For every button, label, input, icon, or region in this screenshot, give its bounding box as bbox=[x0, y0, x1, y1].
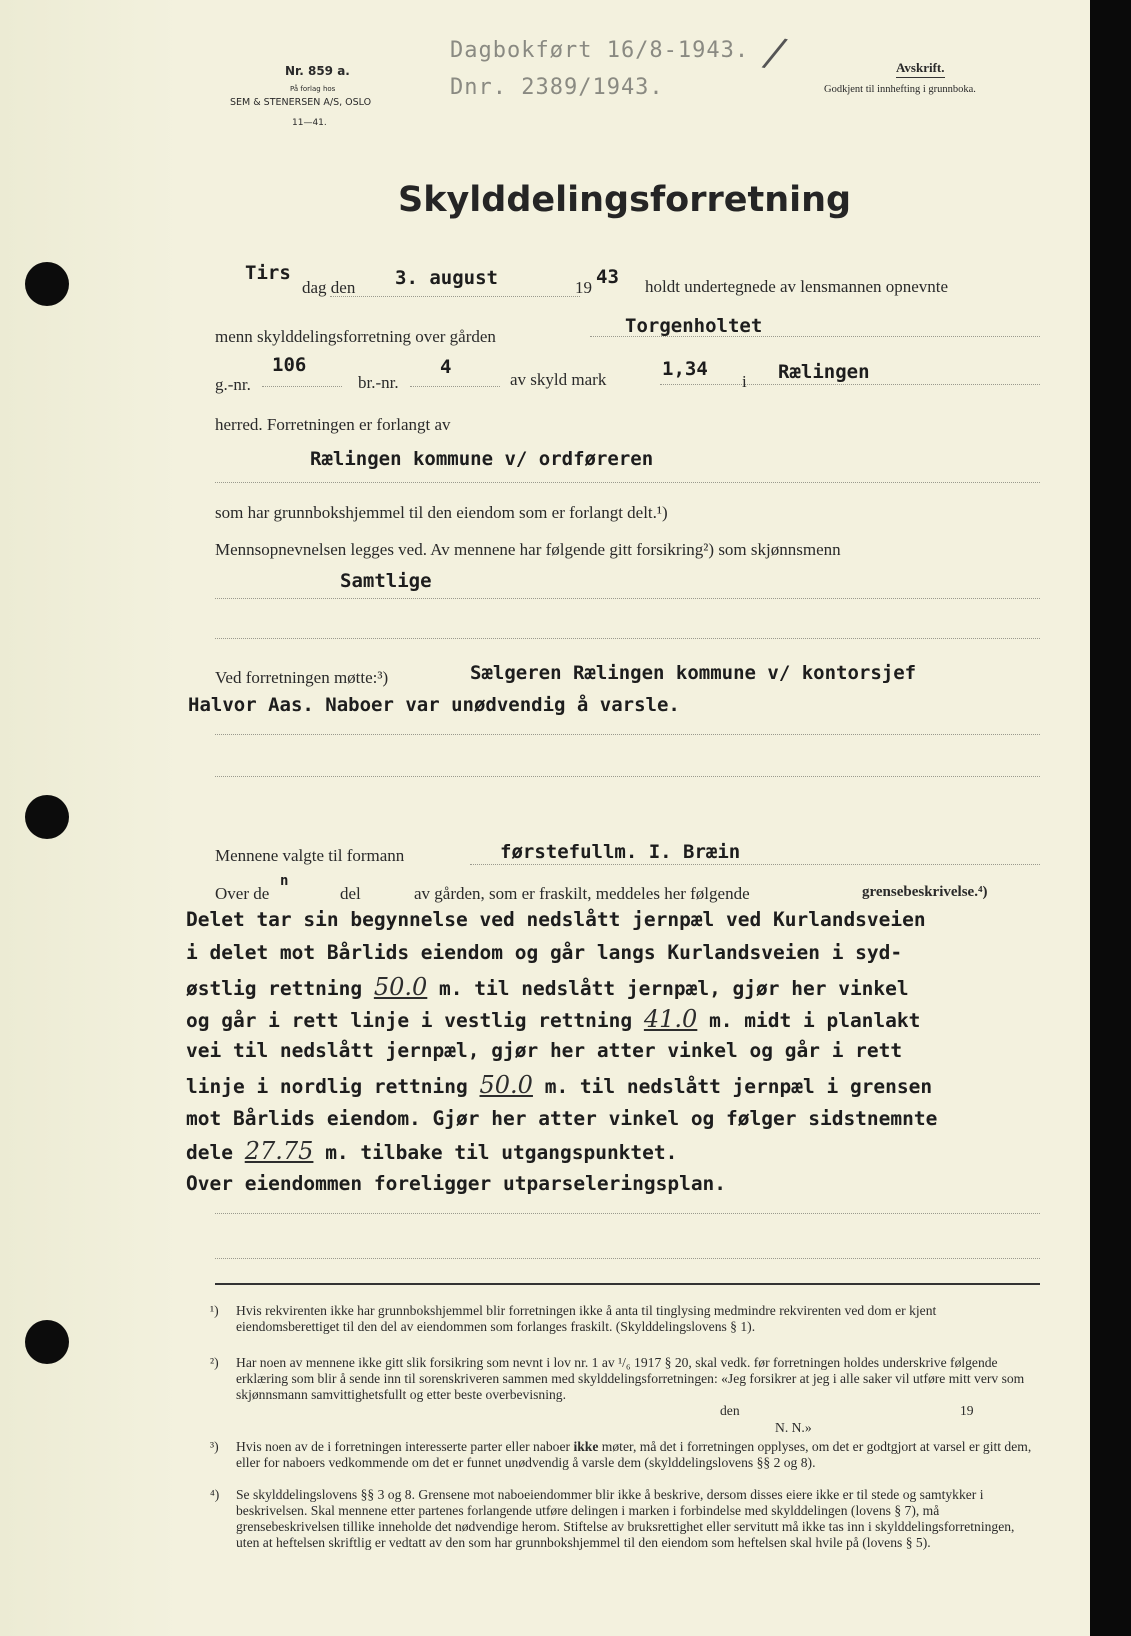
requester-value: Rælingen kommune v/ ordføreren bbox=[310, 448, 654, 470]
description-line-2: i delet mot Bårlids eiendom og går langs Kurlandsveien i syd- bbox=[186, 941, 903, 964]
dotted-line bbox=[215, 1213, 1040, 1214]
sworn-men-value: Samtlige bbox=[340, 570, 432, 592]
year-suffix: 43 bbox=[596, 266, 619, 288]
dotted-line bbox=[215, 776, 1040, 777]
footnote-3: ³) Hvis noen av de i forretningen interesserte parter eller naboer ikke møter, må det i forretningen opplyses, om det er godtgjort at varsel er gitt dem, eller for naboers vedkommende om det er funnet unødvendig å varsle dem (skylddelingslovens §§ 2 og 8). bbox=[210, 1439, 1032, 1470]
year-prefix: 19 bbox=[575, 278, 592, 297]
dotted-line bbox=[330, 296, 580, 297]
attendees-label: Ved forretningen møtte:³) bbox=[215, 668, 389, 687]
bnr-value: 4 bbox=[440, 356, 452, 378]
dag-den-label: dag den bbox=[302, 278, 356, 297]
description-line-1: Delet tar sin begynnelse ved nedslått jernpæl ved Kurlandsveien bbox=[186, 908, 926, 931]
line7-text: Mennsopnevnelsen legges ved. Av mennene har følgende gitt forsikring²) som skjønnsmenn bbox=[215, 540, 841, 559]
description-line-8: dele 27.75 m. tilbake til utgangspunktet. bbox=[186, 1137, 678, 1165]
line6-text: som har grunnbokshjemmel til den eiendom som er forlangt delt.¹) bbox=[215, 503, 668, 522]
line2-text: menn skylddelingsforretning over gården bbox=[215, 327, 496, 346]
dotted-line bbox=[215, 598, 1040, 599]
municipality-value: Rælingen bbox=[778, 361, 870, 383]
footnote-rule bbox=[215, 1283, 1040, 1285]
gnr-value: 106 bbox=[272, 354, 307, 376]
dotted-line bbox=[660, 384, 1040, 385]
footnote-1: ¹) Hvis rekvirenten ikke har grunnbokshjemmel blir forretningen ikke å anta til tinglysing medmindre rekvirenten ved dom er kjent eiendomsberettiget til den del av eiendommen som forlanges fraskilt. (Skylddelingslovens § 1). bbox=[210, 1303, 937, 1334]
footnote-2: ²) Har noen av mennene ikke gitt slik forsikring som nevnt i lov nr. 1 av ¹/₆ 1917 § 20, skal vedk. før forretningen holdes underskrive følgende erklæring som blir å sende inn til sorenskriveren sammen med skylddelingsforretningen: «Jeg forsikrer at jeg i alle saker vil utføre mitt verv som skjønnsmann samvittighetsfullt og etter beste overbevisning. den 19 N. N.» bbox=[210, 1355, 1025, 1435]
dotted-line bbox=[410, 386, 500, 387]
gnr-label: g.-nr. bbox=[215, 375, 251, 394]
measure-2: 41.0 bbox=[643, 1005, 698, 1033]
dotted-line bbox=[215, 1258, 1040, 1259]
measure-1: 50.0 bbox=[373, 973, 428, 1001]
description-line-6: linje i nordlig rettning 50.0 m. til nedslått jernpæl i grensen bbox=[186, 1071, 933, 1099]
form-number: Nr. 859 a. bbox=[285, 64, 350, 78]
punch-hole-bottom bbox=[25, 1320, 69, 1364]
boundary-label: grensebeskrivelse.⁴) bbox=[862, 884, 988, 900]
copy-label: Avskrift. bbox=[896, 60, 945, 78]
publisher-line-2: SEM & STENERSEN A/S, OSLO bbox=[230, 97, 372, 108]
skyld-value: 1,34 bbox=[662, 358, 708, 380]
dotted-line bbox=[215, 638, 1040, 639]
line11-text: av gården, som er fraskilt, meddeles her følgende bbox=[414, 884, 750, 903]
measure-3: 50.0 bbox=[479, 1071, 533, 1099]
dotted-line bbox=[215, 734, 1040, 735]
page-title: Skylddelingsforretning bbox=[398, 180, 852, 220]
punch-hole-middle bbox=[25, 795, 69, 839]
punch-hole-top bbox=[25, 262, 69, 306]
over-label: Over de bbox=[215, 884, 270, 903]
date-value: 3. august bbox=[395, 267, 498, 289]
description-line-7: mot Bårlids eiendom. Gjør her atter vinkel og følger sidstnemnte bbox=[186, 1107, 938, 1130]
skyld-label: av skyld mark bbox=[510, 370, 607, 389]
del-label: del bbox=[340, 884, 361, 903]
dotted-line bbox=[215, 482, 1040, 483]
dotted-line bbox=[262, 386, 342, 387]
initial-mark: / bbox=[763, 29, 787, 77]
diary-number-stamp: Dnr. 2389/1943. bbox=[450, 75, 664, 100]
description-line-9: Over eiendommen foreligger utparseleringsplan. bbox=[186, 1172, 727, 1195]
edition: 11—41. bbox=[292, 118, 327, 128]
footnote-4: ⁴) Se skylddelingslovens §§ 3 og 8. Grensene mot naboeiendommer blir ikke å beskrive, dersom disses eiere ikke er til stede og samtykker i beskrivelsen. Skal mennene etter partenes forlangende utføre delingen i marken i forbindelse med skylddelingen (lovens § 7), må grensebeskrivelsen tillike inneholde det nødvendige herom. Stiftelse av bruksrettighet eller servitutt må ikke tas inn i skylddelingsforretningen, uten at heftelsen skriftlig er vedtatt av den som har grunnbokshjemmel til den eiendom som heftelsen skal hvile på (lovens § 5). bbox=[210, 1487, 1015, 1550]
description-line-5: vei til nedslått jernpæl, gjør her atter vinkel og går i rett bbox=[186, 1039, 903, 1062]
attendees-value-2: Halvor Aas. Naboer var unødvendig å varsle. bbox=[188, 694, 680, 716]
farm-name: Torgenholtet bbox=[625, 315, 763, 337]
measure-4: 27.75 bbox=[244, 1137, 314, 1165]
attendees-value-1: Sælgeren Rælingen kommune v/ kontorsjef bbox=[470, 662, 917, 684]
chairman-value: førstefullm. I. Bræin bbox=[500, 841, 741, 863]
dotted-line bbox=[470, 864, 1040, 865]
line4-text: herred. Forretningen er forlangt av bbox=[215, 415, 451, 434]
approved-note: Godkjent til innhefting i grunnboka. bbox=[824, 84, 976, 95]
publisher-line-1: På forlag hos bbox=[290, 85, 336, 93]
weekday-value: Tirs bbox=[245, 262, 291, 284]
dotted-line bbox=[590, 336, 1040, 337]
i-label: i bbox=[742, 372, 747, 391]
chairman-label: Mennene valgte til formann bbox=[215, 846, 405, 865]
registration-stamp: Dagbokført 16/8-1943. bbox=[450, 38, 750, 63]
line1-text: holdt undertegnede av lensmannen opnevnte bbox=[645, 277, 949, 296]
n-mark: n bbox=[280, 873, 289, 889]
bnr-label: br.-nr. bbox=[358, 373, 399, 392]
description-line-4: og går i rett linje i vestlig rettning 41.0 m. midt i planlakt bbox=[186, 1005, 921, 1033]
description-line-3: østlig rettning 50.0 m. til nedslått jernpæl, gjør her vinkel bbox=[186, 973, 909, 1001]
